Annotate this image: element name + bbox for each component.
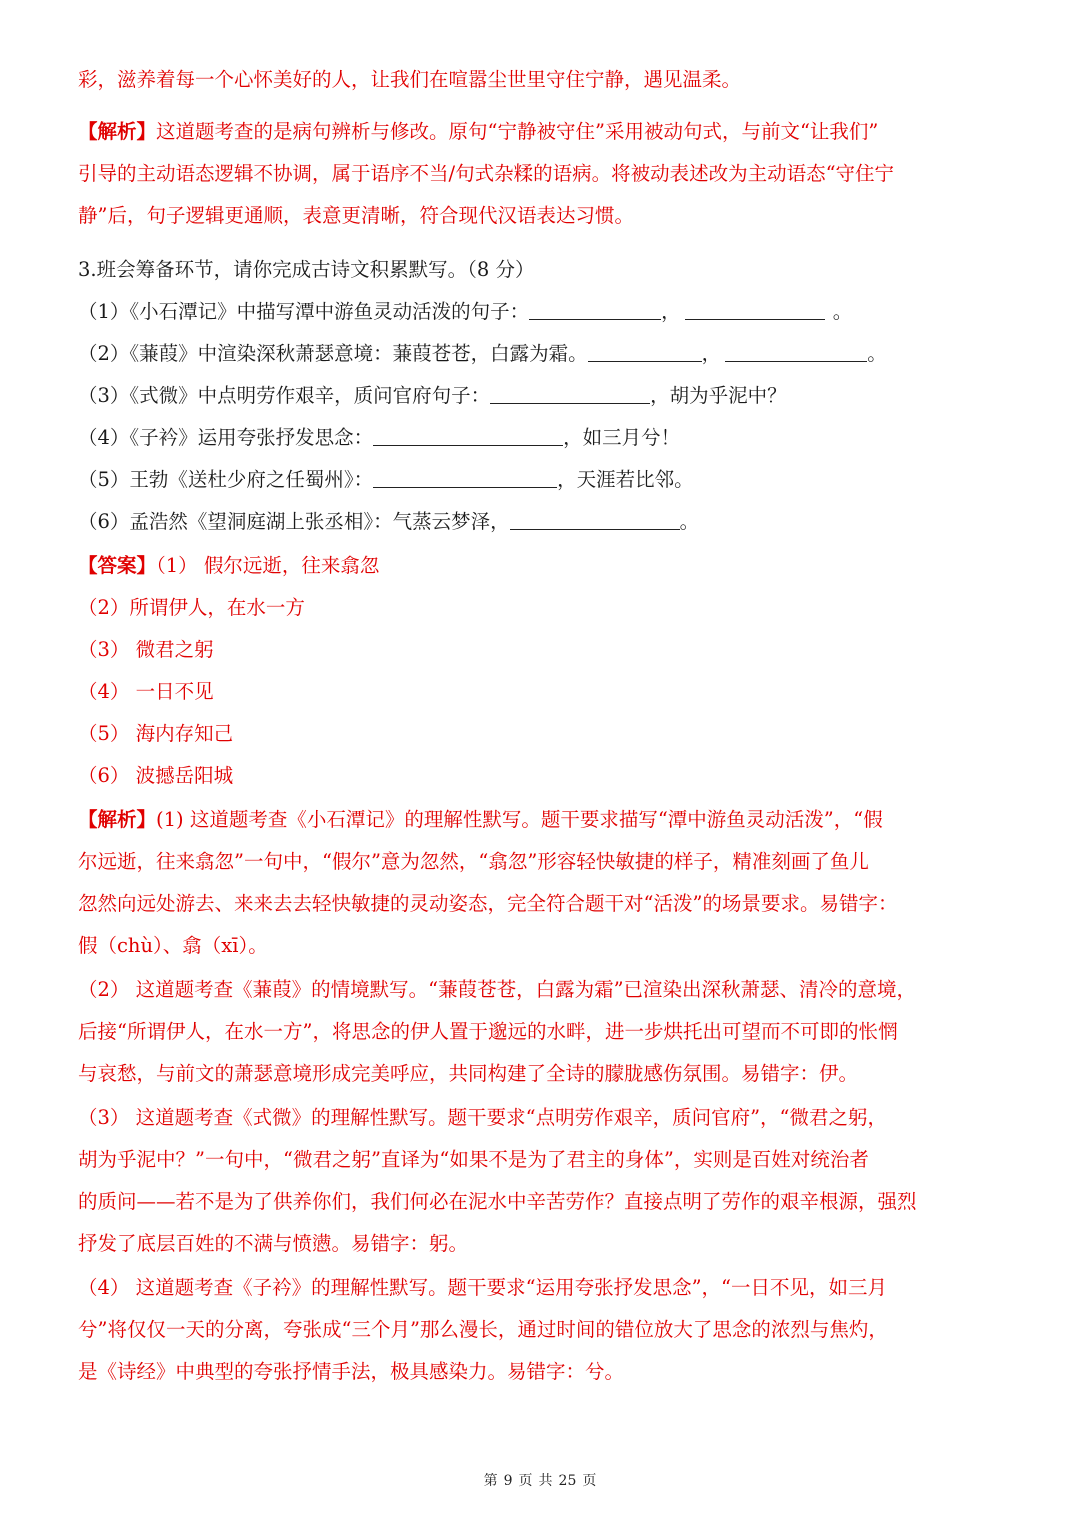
text: （6） 波撼岳阳城 xyxy=(78,764,234,787)
text: 3.班会筹备环节，请你完成古诗文积累默写。（8 分） xyxy=(78,258,535,281)
answer-line-1 xyxy=(78,552,1008,580)
text: （2） 这道题考查《蒹葭》的情境默写。“蒹葭苍苍，白露为霜”已渲染出深秋萧瑟、清冷的意境， xyxy=(78,978,917,1001)
question-item-2 xyxy=(78,340,1008,368)
answer-line-3 xyxy=(78,636,1008,664)
text: （5） 海内存知己 xyxy=(78,722,234,745)
text: 。 xyxy=(832,300,853,323)
analysis-p1-line-4 xyxy=(78,932,1008,960)
text: （6）孟浩然《望洞庭湖上张丞相》：气蒸云梦泽， xyxy=(78,510,510,533)
answer-blank[interactable] xyxy=(685,299,825,320)
analysis-p1-line-1 xyxy=(78,806,1008,834)
text: （3） 这道题考查《式微》的理解性默写。题干要求“点明劳作艰辛，质问官府”，“微君之躬， xyxy=(78,1106,888,1129)
text: （5）王勃《送杜少府之任蜀州》： xyxy=(78,468,374,491)
text: （3）《式微》中点明劳作艰辛，质问官府句子： xyxy=(78,384,491,407)
text: （2）《蒹葭》中渲染深秋萧瑟意境：蒹葭苍苍，白露为霜。 xyxy=(78,342,588,365)
answer-blank[interactable] xyxy=(373,425,563,446)
prev-analysis-line-2 xyxy=(78,160,1008,188)
text: ，如三月兮！ xyxy=(563,426,681,449)
text: 是《诗经》中典型的夸张抒情手法，极具感染力。易错字：兮。 xyxy=(78,1360,625,1383)
current-page-number: 9 xyxy=(503,1473,513,1489)
text: 胡为乎泥中？”一句中，“微君之躬”直译为“如果不是为了君主的身体”，实则是百姓对统治者 xyxy=(78,1148,869,1171)
analysis-p4-line-2 xyxy=(78,1316,1008,1344)
answer-line-4 xyxy=(78,678,1008,706)
text: ， xyxy=(701,342,722,365)
answer-line-5 xyxy=(78,720,1008,748)
prev-analysis-line-3 xyxy=(78,202,1008,230)
question-item-6 xyxy=(78,508,1008,536)
text: 尔远逝，往来翕忽”一句中，“假尔”意为忽然，“翕忽”形容轻快敏捷的样子，精准刻画了鱼儿 xyxy=(78,850,869,873)
text: 引导的主动语态逻辑不协调，属于语序不当/句式杂糅的语病。将被动表述改为主动语态“守住宁 xyxy=(78,162,895,185)
answer-line-6 xyxy=(78,762,1008,790)
text: （4） 这道题考查《子衿》的理解性默写。题干要求“运用夸张抒发思念”，“一日不见，如三月 xyxy=(78,1276,888,1299)
page-footer xyxy=(0,1470,1080,1490)
question-item-3 xyxy=(78,382,1008,410)
question-title xyxy=(78,256,1008,284)
analysis-p3-line-3 xyxy=(78,1188,1008,1216)
text: 的质问——若不是为了供养你们，我们何必在泥水中辛苦劳作？直接点明了劳作的艰辛根源，强烈 xyxy=(78,1190,917,1213)
text: ， xyxy=(661,300,681,323)
analysis-p3-line-4 xyxy=(78,1230,1008,1258)
text: （4）《子衿》运用夸张抒发思念： xyxy=(78,426,374,449)
answer-line-2 xyxy=(78,594,1008,622)
analysis-p2-line-1 xyxy=(78,976,1008,1004)
text: ，胡为乎泥中？ xyxy=(650,384,787,407)
question-item-4 xyxy=(78,424,1008,452)
footer-text: 页 xyxy=(518,1473,533,1489)
answer-blank[interactable] xyxy=(373,467,557,488)
text: 与哀愁，与前文的萧瑟意境形成完美呼应，共同构建了全诗的朦胧感伤氛围。易错字：伊。 xyxy=(78,1062,859,1085)
analysis-p4-line-3 xyxy=(78,1358,1008,1386)
analysis-p1-line-3 xyxy=(78,890,1008,918)
text: 这道题考查的是病句辨析与修改。原句“宁静被守住”采用被动句式，与前文“让我们” xyxy=(156,120,879,143)
analysis-tag: 【解析】 xyxy=(78,808,157,831)
text: 假（chù）、翕（xī）。 xyxy=(78,934,268,957)
text: 静”后，句子逻辑更通顺，表意更清晰，符合现代汉语表达习惯。 xyxy=(78,204,634,227)
text: 。 xyxy=(679,510,700,533)
footer-text: 页 xyxy=(582,1473,597,1489)
analysis-p2-line-3 xyxy=(78,1060,1008,1088)
question-item-1 xyxy=(78,298,1008,326)
text: (1) 这道题考查《小石潭记》的理解性默写。题干要求描写“潭中游鱼灵动活泼”，“假 xyxy=(156,808,883,831)
question-item-5 xyxy=(78,466,1008,494)
text: 抒发了底层百姓的不满与愤懑。易错字：躬。 xyxy=(78,1232,469,1255)
text: 后接“所谓伊人，在水一方”，将思念的伊人置于邈远的水畔，进一步烘托出可望而不可即的怅惘 xyxy=(78,1020,898,1043)
text: 。 xyxy=(867,342,887,365)
analysis-p2-line-2 xyxy=(78,1018,1008,1046)
analysis-p4-line-1 xyxy=(78,1274,1008,1302)
total-pages-number: 25 xyxy=(558,1473,577,1489)
answer-blank[interactable] xyxy=(490,383,650,404)
text: 忽然向远处游去、来来去去轻快敏捷的灵动姿态，完全符合题干对“活泼”的场景要求。易错字： xyxy=(78,892,898,915)
text: 彩，滋养着每一个心怀美好的人，让我们在喧嚣尘世里守住宁静，遇见温柔。 xyxy=(78,68,742,91)
footer-text: 共 xyxy=(538,1473,553,1489)
prev-answer-line xyxy=(78,66,1008,94)
analysis-tag: 【解析】 xyxy=(78,120,157,143)
text: （2）所谓伊人，在水一方 xyxy=(78,596,305,619)
text: （4） 一日不见 xyxy=(78,680,214,703)
answer-tag: 【答案】 xyxy=(78,554,157,577)
text: （1） 假尔远逝，往来翕忽 xyxy=(156,554,380,577)
answer-blank[interactable] xyxy=(725,341,867,362)
analysis-p3-line-2 xyxy=(78,1146,1008,1174)
answer-blank[interactable] xyxy=(510,509,680,530)
analysis-p3-line-1 xyxy=(78,1104,1008,1132)
text: （3） 微君之躬 xyxy=(78,638,214,661)
text: 兮”将仅仅一天的分离，夸张成“三个月”那么漫长，通过时间的错位放大了思念的浓烈与焦灼， xyxy=(78,1318,888,1341)
text: ，天涯若比邻。 xyxy=(557,468,694,491)
prev-analysis-line-1 xyxy=(78,118,1008,146)
analysis-p1-line-2 xyxy=(78,848,1008,876)
answer-blank[interactable] xyxy=(588,341,702,362)
text: （1）《小石潭记》中描写潭中游鱼灵动活泼的句子： xyxy=(78,300,530,323)
footer-text: 第 xyxy=(483,1473,498,1489)
answer-blank[interactable] xyxy=(529,299,661,320)
